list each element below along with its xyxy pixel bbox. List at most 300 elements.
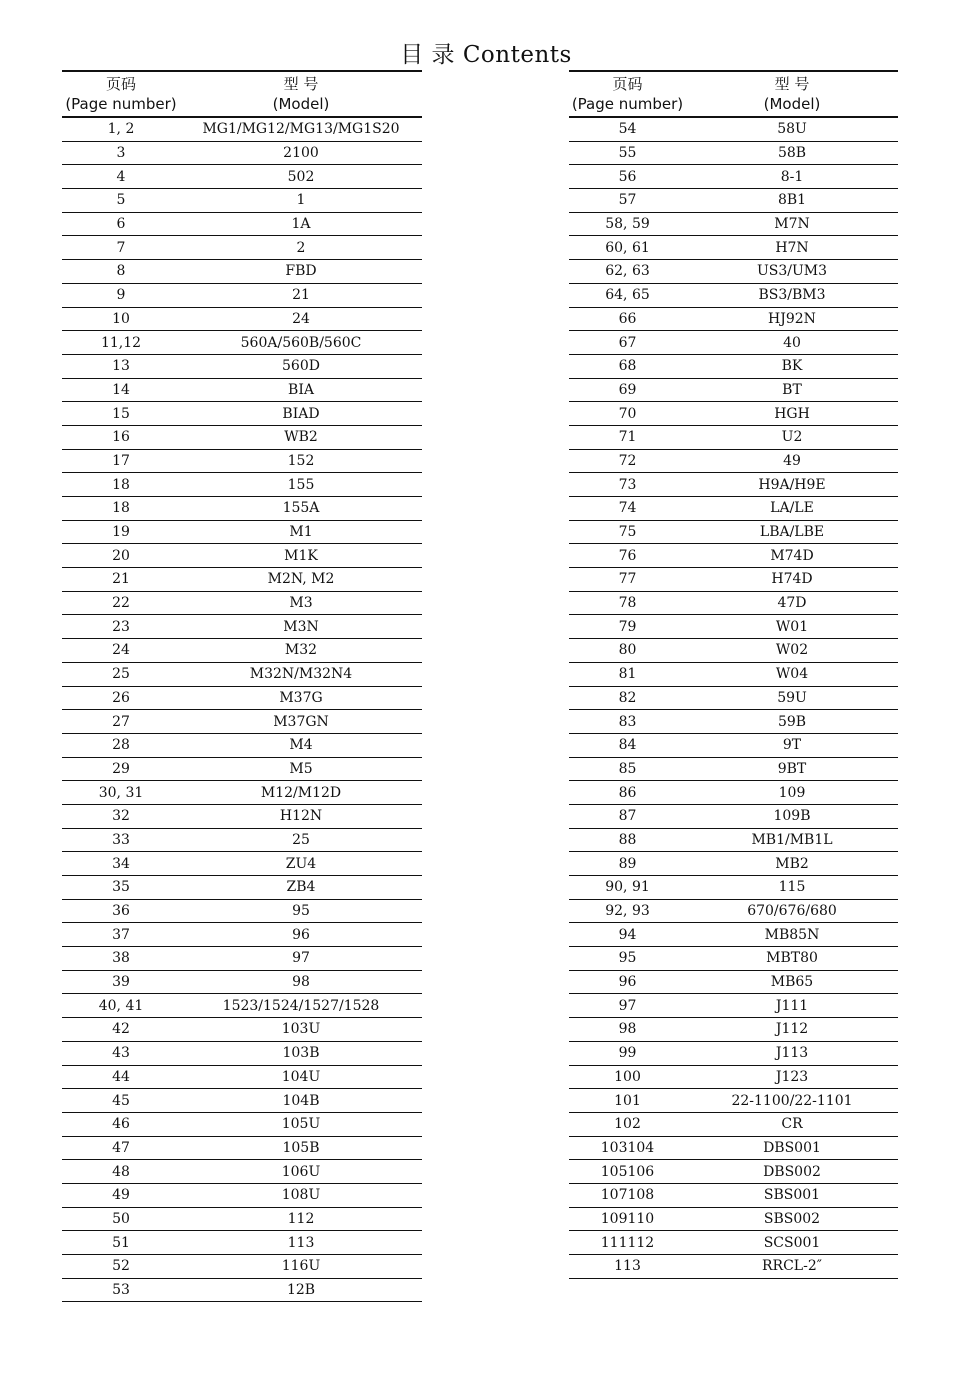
model-cell: 58U <box>777 121 807 138</box>
page-number-cell: 113 <box>614 1258 641 1275</box>
model-cell: 12B <box>286 1282 316 1299</box>
table-row <box>62 450 422 474</box>
table-row <box>62 402 422 426</box>
page-number-cell: 89 <box>618 855 637 872</box>
table-row <box>569 260 898 284</box>
page-number-cell: 14 <box>112 381 130 398</box>
page-number-cell: 11,12 <box>100 334 142 351</box>
table-row <box>569 829 898 853</box>
table-row <box>62 331 422 355</box>
model-cell: BIA <box>288 381 314 398</box>
table-row <box>62 923 422 947</box>
page-number-cell: 18 <box>112 500 130 517</box>
page-number-cell: 58, 59 <box>605 216 650 233</box>
model-cell: W02 <box>775 642 809 659</box>
table-row <box>569 994 898 1018</box>
model-cell: MB65 <box>770 974 814 991</box>
table-row <box>62 521 422 545</box>
table-row <box>569 1231 898 1255</box>
table-row <box>62 1137 422 1161</box>
model-cell: W01 <box>775 618 809 635</box>
model-cell: 8B1 <box>777 192 807 209</box>
table-row <box>62 308 422 332</box>
model-cell: M12/M12D <box>260 784 342 801</box>
table-row <box>62 805 422 829</box>
model-header <box>686 72 898 116</box>
model-cell: MBT80 <box>766 950 818 967</box>
table-row <box>62 971 422 995</box>
page-number-cell: 88 <box>618 831 637 848</box>
model-cell: 2 <box>296 239 306 256</box>
model-header-en: (Model) <box>763 95 821 113</box>
model-cell: W04 <box>775 666 809 683</box>
page-number-cell: 22 <box>112 595 130 612</box>
model-cell: 59U <box>777 689 807 706</box>
model-cell: U2 <box>781 429 803 446</box>
model-cell: HJ92N <box>768 310 816 327</box>
page-number-cell: 39 <box>112 974 130 991</box>
model-cell: MG1/MG12/MG13/MG1S20 <box>202 121 400 138</box>
model-cell: 59B <box>777 713 807 730</box>
table-row <box>569 379 898 403</box>
page-number-cell: 100 <box>614 1068 641 1085</box>
model-cell: BK <box>781 358 803 375</box>
model-cell: 40 <box>783 334 801 351</box>
model-cell: BT <box>782 381 802 398</box>
table-row <box>569 615 898 639</box>
table-row <box>569 805 898 829</box>
page-number-cell: 55 <box>618 145 637 162</box>
model-cell: ZB4 <box>286 879 316 896</box>
table-row <box>569 592 898 616</box>
model-cell: 9BT <box>777 760 807 777</box>
model-cell: 96 <box>292 926 310 943</box>
table-row <box>569 402 898 426</box>
table-row <box>62 876 422 900</box>
model-cell: M32N/M32N4 <box>249 666 353 683</box>
page-number-cell: 21 <box>112 571 130 588</box>
model-cell: 1 <box>296 192 306 209</box>
page-number-cell: 102 <box>614 1116 641 1133</box>
model-cell: 105U <box>281 1116 321 1133</box>
model-cell: J113 <box>775 1045 809 1062</box>
table-row <box>569 1113 898 1137</box>
page-number-cell: 71 <box>618 429 637 446</box>
table-row <box>569 1089 898 1113</box>
table-row <box>569 142 898 166</box>
table-row <box>569 1160 898 1184</box>
page-number-header-en: (Page number) <box>65 95 177 113</box>
model-cell: 21 <box>292 287 310 304</box>
model-cell: 502 <box>287 168 315 185</box>
page-number-cell: 19 <box>112 524 130 541</box>
page-number-cell: 26 <box>112 689 130 706</box>
page-number-cell: 86 <box>618 784 637 801</box>
page-number-cell: 20 <box>112 547 130 564</box>
model-cell: M2N, M2 <box>267 571 335 588</box>
page-number-cell: 60, 61 <box>605 239 650 256</box>
page-number-cell: 76 <box>618 547 637 564</box>
model-cell: J123 <box>775 1068 809 1085</box>
page-number-cell: 45 <box>112 1092 130 1109</box>
table-row <box>62 379 422 403</box>
page-number-cell: 42 <box>112 1021 130 1038</box>
page-number-cell: 54 <box>618 121 637 138</box>
page-number-cell: 38 <box>112 950 130 967</box>
page-number-cell: 32 <box>112 808 130 825</box>
model-header-cn: 型 号 <box>774 75 810 93</box>
model-cell: M37G <box>279 689 323 706</box>
model-cell: 115 <box>778 879 806 896</box>
page-number-cell: 44 <box>112 1068 130 1085</box>
table-row <box>62 1231 422 1255</box>
page-number-cell: 111112 <box>600 1234 655 1251</box>
page-number-cell: 50 <box>112 1210 130 1227</box>
table-row <box>569 900 898 924</box>
page-number-cell: 101 <box>614 1092 641 1109</box>
page-number-cell: 34 <box>112 855 130 872</box>
page-number-cell: 35 <box>112 879 130 896</box>
model-cell: M1 <box>289 524 313 541</box>
table-row <box>569 308 898 332</box>
model-cell: 105B <box>282 1139 320 1156</box>
model-cell: 670/676/680 <box>747 903 837 920</box>
model-cell: M1K <box>284 547 318 564</box>
model-cell: LBA/LBE <box>759 524 825 541</box>
model-cell: 152 <box>287 452 315 469</box>
table-row <box>62 118 422 142</box>
table-row <box>62 1208 422 1232</box>
model-cell: 109B <box>773 808 811 825</box>
page-number-cell: 46 <box>112 1116 130 1133</box>
model-cell: J112 <box>775 1021 809 1038</box>
page-title: 目 录 Contents <box>400 42 572 68</box>
page-number-cell: 5 <box>116 192 126 209</box>
table-row <box>569 734 898 758</box>
table-row <box>569 852 898 876</box>
page-number-cell: 70 <box>618 405 637 422</box>
model-cell: 108U <box>281 1187 321 1204</box>
table-row <box>569 473 898 497</box>
page-number-cell: 49 <box>112 1187 130 1204</box>
table-row <box>62 189 422 213</box>
table-row <box>62 994 422 1018</box>
page-number-cell: 33 <box>112 831 130 848</box>
model-cell: 58B <box>777 145 807 162</box>
page-number-cell: 36 <box>112 903 130 920</box>
model-cell: MB1/MB1L <box>751 831 833 848</box>
model-cell: H12N <box>279 808 323 825</box>
model-cell: FBD <box>285 263 317 280</box>
page-number-cell: 98 <box>618 1021 637 1038</box>
page-number-cell: 107108 <box>600 1187 655 1204</box>
model-cell: 103B <box>282 1045 320 1062</box>
table-row <box>569 1042 898 1066</box>
page-number-cell: 83 <box>618 713 637 730</box>
model-cell: 95 <box>292 903 310 920</box>
model-cell: WB2 <box>284 429 318 446</box>
table-row <box>569 568 898 592</box>
table-row <box>569 213 898 237</box>
page-number-cell: 64, 65 <box>605 287 650 304</box>
page-number-cell: 74 <box>618 500 637 517</box>
page-number-cell: 1, 2 <box>107 121 135 138</box>
table-row <box>62 781 422 805</box>
page-number-cell: 105106 <box>600 1163 655 1180</box>
table-row <box>569 497 898 521</box>
table-row <box>62 734 422 758</box>
page-number-cell: 97 <box>618 997 637 1014</box>
model-cell: RRCL-2″ <box>762 1258 822 1275</box>
table-row <box>569 687 898 711</box>
page-number-cell: 82 <box>618 689 637 706</box>
model-cell: 104U <box>281 1068 321 1085</box>
table-header <box>569 70 898 118</box>
page-number-cell: 52 <box>112 1258 130 1275</box>
table-row <box>62 710 422 734</box>
table-row <box>569 165 898 189</box>
page-number-cell: 67 <box>618 334 637 351</box>
model-cell: M7N <box>774 216 810 233</box>
page-number-cell: 37 <box>112 926 130 943</box>
model-cell: 8-1 <box>780 168 804 185</box>
table-row <box>62 426 422 450</box>
model-cell: M3N <box>283 618 319 635</box>
page-number-cell: 47 <box>112 1139 130 1156</box>
table-row <box>569 1137 898 1161</box>
table-row <box>62 1113 422 1137</box>
model-cell: 155 <box>287 476 315 493</box>
table-row <box>62 544 422 568</box>
page-number-cell: 81 <box>618 666 637 683</box>
page-number-cell: 92, 93 <box>605 903 650 920</box>
table-row <box>569 1208 898 1232</box>
model-header <box>180 72 422 116</box>
model-cell: 113 <box>287 1234 315 1251</box>
table-row <box>569 521 898 545</box>
model-cell: US3/UM3 <box>756 263 828 280</box>
model-cell: M5 <box>289 760 313 777</box>
page-number-cell: 90, 91 <box>605 879 650 896</box>
table-row <box>62 1160 422 1184</box>
model-cell: 103U <box>281 1021 321 1038</box>
page-number-cell: 29 <box>112 760 130 777</box>
table-row <box>569 355 898 379</box>
page-number-cell: 25 <box>112 666 130 683</box>
table-row <box>569 781 898 805</box>
model-cell: 112 <box>287 1210 315 1227</box>
model-cell: 104B <box>282 1092 320 1109</box>
page-number-cell: 8 <box>116 263 126 280</box>
model-cell: 109 <box>778 784 806 801</box>
table-row <box>62 639 422 663</box>
page-number-cell: 4 <box>116 168 126 185</box>
table-row <box>62 1184 422 1208</box>
model-header-en: (Model) <box>272 95 330 113</box>
table-row <box>569 710 898 734</box>
page-number-cell: 10 <box>112 310 130 327</box>
page-number-cell: 7 <box>116 239 126 256</box>
model-cell: 25 <box>292 831 310 848</box>
page-number-cell: 85 <box>618 760 637 777</box>
model-cell: 47D <box>777 595 807 612</box>
model-cell: CR <box>781 1116 803 1133</box>
model-cell: 1523/1524/1527/1528 <box>222 997 380 1014</box>
model-cell: 1A <box>291 216 311 233</box>
model-cell: BIAD <box>282 405 320 422</box>
page-number-cell: 24 <box>112 642 130 659</box>
table-row <box>62 213 422 237</box>
model-cell: 106U <box>281 1163 321 1180</box>
table-row <box>62 663 422 687</box>
model-cell: 49 <box>783 452 801 469</box>
page-number-header-cn: 页码 <box>105 75 136 93</box>
model-cell: 98 <box>292 974 310 991</box>
page-number-cell: 68 <box>618 358 637 375</box>
page-number-cell: 103104 <box>600 1139 655 1156</box>
page-number-cell: 51 <box>112 1234 130 1251</box>
model-cell: M4 <box>289 737 313 754</box>
model-cell: 97 <box>292 950 310 967</box>
page-number-cell: 69 <box>618 381 637 398</box>
model-cell: M37GN <box>273 713 329 730</box>
model-cell: MB2 <box>775 855 809 872</box>
model-cell: 24 <box>292 310 310 327</box>
page-number-cell: 30, 31 <box>98 784 144 801</box>
table-row <box>569 544 898 568</box>
table-row <box>569 1255 898 1279</box>
page-number-cell: 56 <box>618 168 637 185</box>
contents-table-right <box>569 70 898 1279</box>
page-number-cell: 40, 41 <box>98 997 144 1014</box>
table-row <box>569 450 898 474</box>
page-number-header <box>62 72 180 116</box>
table-row <box>62 900 422 924</box>
model-cell: H9A/H9E <box>758 476 826 493</box>
table-row <box>569 1018 898 1042</box>
page-number-cell: 109110 <box>600 1210 655 1227</box>
page-number-cell: 77 <box>618 571 637 588</box>
model-cell: LA/LE <box>770 500 814 517</box>
model-cell: DBS001 <box>763 1139 821 1156</box>
model-cell: 560A/560B/560C <box>240 334 362 351</box>
page-number-cell: 3 <box>116 145 126 162</box>
page-number-cell: 73 <box>618 476 637 493</box>
table-row <box>569 876 898 900</box>
table-row <box>62 687 422 711</box>
table-row <box>62 497 422 521</box>
table-row <box>569 663 898 687</box>
contents-table-left <box>62 70 422 1302</box>
page-number-cell: 78 <box>618 595 637 612</box>
table-row <box>569 1184 898 1208</box>
table-row <box>62 592 422 616</box>
page-number-cell: 75 <box>618 524 637 541</box>
page-number-cell: 17 <box>112 452 130 469</box>
table-row <box>62 284 422 308</box>
page-number-header <box>569 72 686 116</box>
table-row <box>569 118 898 142</box>
table-row <box>569 758 898 782</box>
page-number-cell: 94 <box>618 926 637 943</box>
page-number-cell: 16 <box>112 429 130 446</box>
model-cell: MB85N <box>764 926 820 943</box>
table-row <box>62 615 422 639</box>
model-cell: M3 <box>289 595 313 612</box>
page-number-cell: 43 <box>112 1045 130 1062</box>
table-row <box>62 236 422 260</box>
page-number-cell: 57 <box>618 192 637 209</box>
page-number-cell: 72 <box>618 452 637 469</box>
table-row <box>569 236 898 260</box>
table-row <box>62 1066 422 1090</box>
table-row <box>62 829 422 853</box>
table-row <box>62 473 422 497</box>
table-row <box>62 758 422 782</box>
table-row <box>62 165 422 189</box>
model-cell: 155A <box>282 500 320 517</box>
table-body-left <box>62 118 422 1302</box>
table-body-right <box>569 118 898 1279</box>
page-number-cell: 48 <box>112 1163 130 1180</box>
model-cell: M32 <box>284 642 318 659</box>
table-row <box>62 260 422 284</box>
table-row <box>62 1089 422 1113</box>
model-cell: H74D <box>771 571 813 588</box>
table-row <box>569 331 898 355</box>
page-number-header-cn: 页码 <box>612 75 643 93</box>
page-number-cell: 9 <box>116 287 126 304</box>
model-cell: ZU4 <box>285 855 317 872</box>
page-number-cell: 13 <box>112 358 130 375</box>
page-number-cell: 66 <box>618 310 637 327</box>
table-row <box>62 1042 422 1066</box>
table-row <box>62 1018 422 1042</box>
table-row <box>569 639 898 663</box>
table-row <box>62 355 422 379</box>
table-row <box>62 142 422 166</box>
model-cell: 22-1100/22-1101 <box>731 1092 853 1109</box>
page-number-cell: 99 <box>618 1045 637 1062</box>
page-number-cell: 84 <box>618 737 637 754</box>
table-header <box>62 70 422 118</box>
table-row <box>62 568 422 592</box>
model-cell: HGH <box>774 405 810 422</box>
model-cell: 2100 <box>283 145 319 162</box>
page-number-cell: 28 <box>112 737 130 754</box>
page-number-cell: 53 <box>112 1282 130 1299</box>
page-number-cell: 87 <box>618 808 637 825</box>
page-number-cell: 95 <box>618 950 637 967</box>
page-number-cell: 18 <box>112 476 130 493</box>
page-number-cell: 96 <box>618 974 637 991</box>
model-cell: M74D <box>770 547 814 564</box>
model-cell: SBS001 <box>763 1187 821 1204</box>
page-number-header-en: (Page number) <box>571 95 684 113</box>
model-cell: 9T <box>782 737 802 754</box>
table-row <box>569 923 898 947</box>
model-cell: BS3/BM3 <box>758 287 826 304</box>
table-row <box>569 426 898 450</box>
table-row <box>569 284 898 308</box>
model-cell: 116U <box>281 1258 321 1275</box>
page-number-cell: 23 <box>112 618 130 635</box>
table-row <box>62 852 422 876</box>
model-cell: SBS002 <box>763 1210 821 1227</box>
model-cell: H7N <box>775 239 809 256</box>
table-row <box>569 189 898 213</box>
page-number-cell: 62, 63 <box>605 263 650 280</box>
